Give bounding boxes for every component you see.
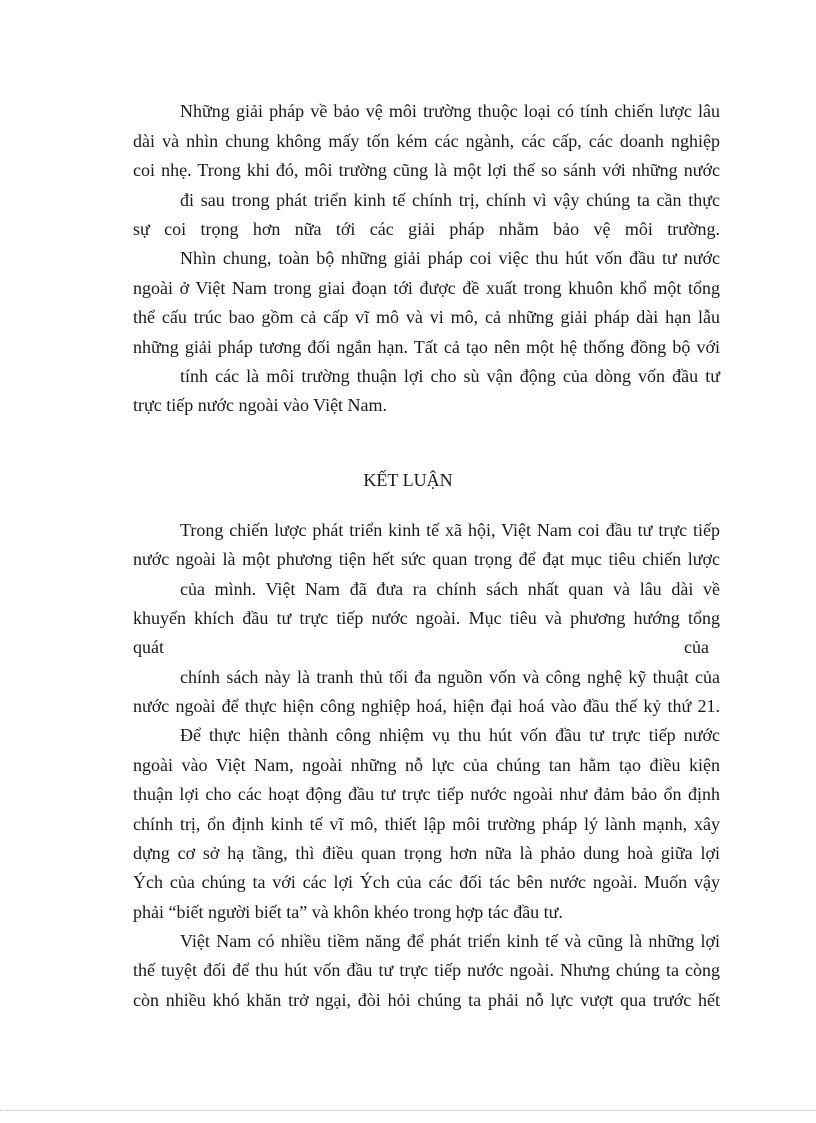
paragraph-line: còn nhiều khó khăn trở ngại, đòi hỏi chúng ta phải nỗ lực vượt qua trước hết <box>133 990 720 1010</box>
paragraph-line: ngoài ở Việt Nam trong giai đoạn tới được đề xuất trong khuôn khổ một tổng <box>133 278 720 298</box>
paragraph-line: Để thực hiện thành công nhiệm vụ thu hút vốn đầu tư trực tiếp nước <box>180 725 720 745</box>
paragraph-line: những giải pháp tương đối ngắn hạn. Tất cả tạo nên một hệ thống đồng bộ với <box>133 337 720 357</box>
paragraph-line: nước ngoài để thực hiện công nghiệp hoá, hiện đại hoá vào đầu thế kỷ thứ 21. <box>133 696 720 716</box>
paragraph-line: phải “biết người biết ta” và khôn khéo trong hợp tác đầu tư. <box>133 902 563 922</box>
paragraph-line: đi sau trong phát triển kinh tế chính trị, chính vì vậy chúng ta cần thực <box>180 190 720 210</box>
paragraph-line: Trong chiến lược phát triển kinh tế xã hội, Việt Nam coi đầu tư trực tiếp <box>180 520 720 540</box>
paragraph-line: coi nhẹ. Trong khi đó, môi trường cũng là một lợi thế so sánh với những nước <box>133 160 720 180</box>
paragraph-line: nước ngoài là một phương tiện hết sức quan trọng để đạt mục tiêu chiến lược <box>133 549 720 569</box>
paragraph-line: ngoài vào Việt Nam, ngoài những nỗ lực của chúng tan hằm tạo điều kiện <box>133 755 720 775</box>
page-bottom-rule <box>0 1110 816 1111</box>
paragraph-line: khuyến khích đầu tư trực tiếp nước ngoài. Mục tiêu và phương hướng tổng <box>133 608 720 628</box>
paragraph-line: của <box>684 637 709 657</box>
paragraph-line: chính trị, ổn định kinh tế vĩ mô, thiết lập môi trường pháp lý lành mạnh, xây <box>133 814 720 834</box>
paragraph-line: Việt Nam có nhiều tiềm năng để phát triển kinh tế và cũng là những lợi <box>180 931 720 951</box>
paragraph-line: Ých của chúng ta với các lợi Ých của các đối tác bên nước ngoài. Muốn vậy <box>133 872 720 892</box>
paragraph-line: tính các là môi trường thuận lợi cho sù vận động của dòng vốn đầu tư <box>180 366 720 386</box>
paragraph-line: của mình. Việt Nam đã đưa ra chính sách nhất quan và lâu dài về <box>180 579 720 599</box>
paragraph-line: thể cấu trúc bao gồm cả cấp vĩ mô và vi mô, cả những giải pháp dài hạn lẫu <box>133 307 720 327</box>
paragraph-line: thế tuyệt đối để thu hút vốn đầu tư trực tiếp nước ngoài. Nhưng chúng ta còng <box>133 960 720 980</box>
paragraph-line: trực tiếp nước ngoài vào Việt Nam. <box>133 395 388 415</box>
paragraph-line: dựng cơ sở hạ tầng, thì điều quan trọng hơn nữa là phảo dung hoà giữa lợi <box>133 843 720 863</box>
paragraph-line: chính sách này là tranh thủ tối đa nguồn vốn và công nghệ kỹ thuật của <box>180 667 720 687</box>
paragraph-line: thuận lợi cho các hoạt động đầu tư trực tiếp nước ngoài như đảm bảo ổn định <box>133 784 720 804</box>
paragraph-line: sự coi trọng hơn nữa tới các giải pháp nhằm bảo vệ môi trường. <box>133 219 720 239</box>
section-heading: KẾT LUẬN <box>363 470 453 490</box>
paragraph-line: quát <box>133 637 164 657</box>
paragraph-line: dài và nhìn chung không mấy tốn kém các ngành, các cấp, các doanh nghiệp <box>133 131 720 151</box>
paragraph-line: Nhìn chung, toàn bộ những giải pháp coi việc thu hút vốn đầu tư nước <box>180 248 720 268</box>
paragraph-line: Những giải pháp về bảo vệ môi trường thuộc loại có tính chiến lược lâu <box>180 101 720 121</box>
